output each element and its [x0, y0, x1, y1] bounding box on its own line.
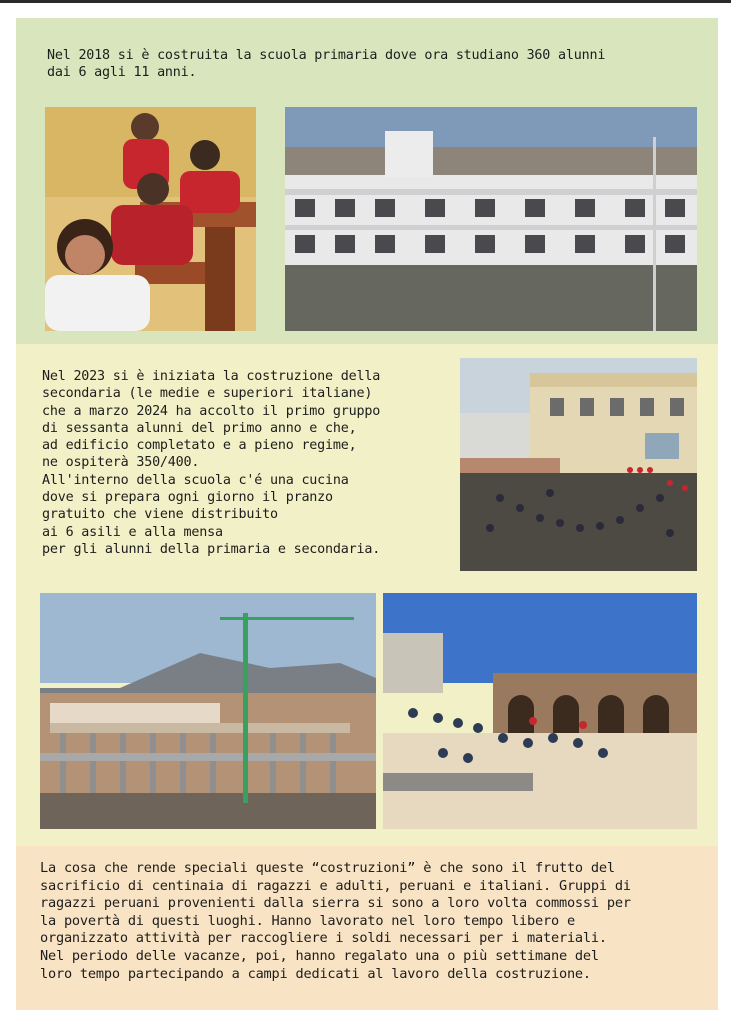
- photo-school-courtyard: [460, 358, 697, 571]
- photo-volunteers-working: [383, 593, 697, 829]
- top-border: [0, 0, 731, 3]
- primary-school-text: Nel 2018 si è costruita la scuola primaria dove ora studiano 360 alunni dai 6 agli 11 anni.: [47, 48, 606, 81]
- volunteers-text: La cosa che rende speciali queste “costruzioni” è che sono il frutto del sacrificio di centinaia di ragazzi e adulti, peruani e italiani. Gruppi di ragazzi peruani provenienti dalla sierra si sono a loro volta commossi per la povertà di questi luoghi. Hanno lavorato nel loro tempo libero e organizzato attività per raccogliere i soldi necessari per i materiali. Nel periodo delle vacanze, poi, hanno regalato una o più settimane del loro tempo partecipando a campi dedicati al lavoro della costruzione.: [40, 860, 631, 982]
- section-volunteers: [16, 846, 718, 1010]
- photo-construction-crane: [40, 593, 376, 829]
- photo-primary-school-building: [285, 107, 697, 331]
- photo-children-classroom: [45, 107, 256, 331]
- secondary-school-text: Nel 2023 si è iniziata la costruzione della secondaria (le medie e superiori italiane) che a marzo 2024 ha accolto il primo gruppo di sessanta alunni del primo anno e che, ad edificio completato e a pieno regime, ne ospiterà 350/400. All'interno della scuola c'é una cucina dove si prepara ogni giorno il pranzo gratuito che viene distribuito ai 6 asili e alla mensa per gli alunni della primaria e secondaria.: [42, 369, 381, 557]
